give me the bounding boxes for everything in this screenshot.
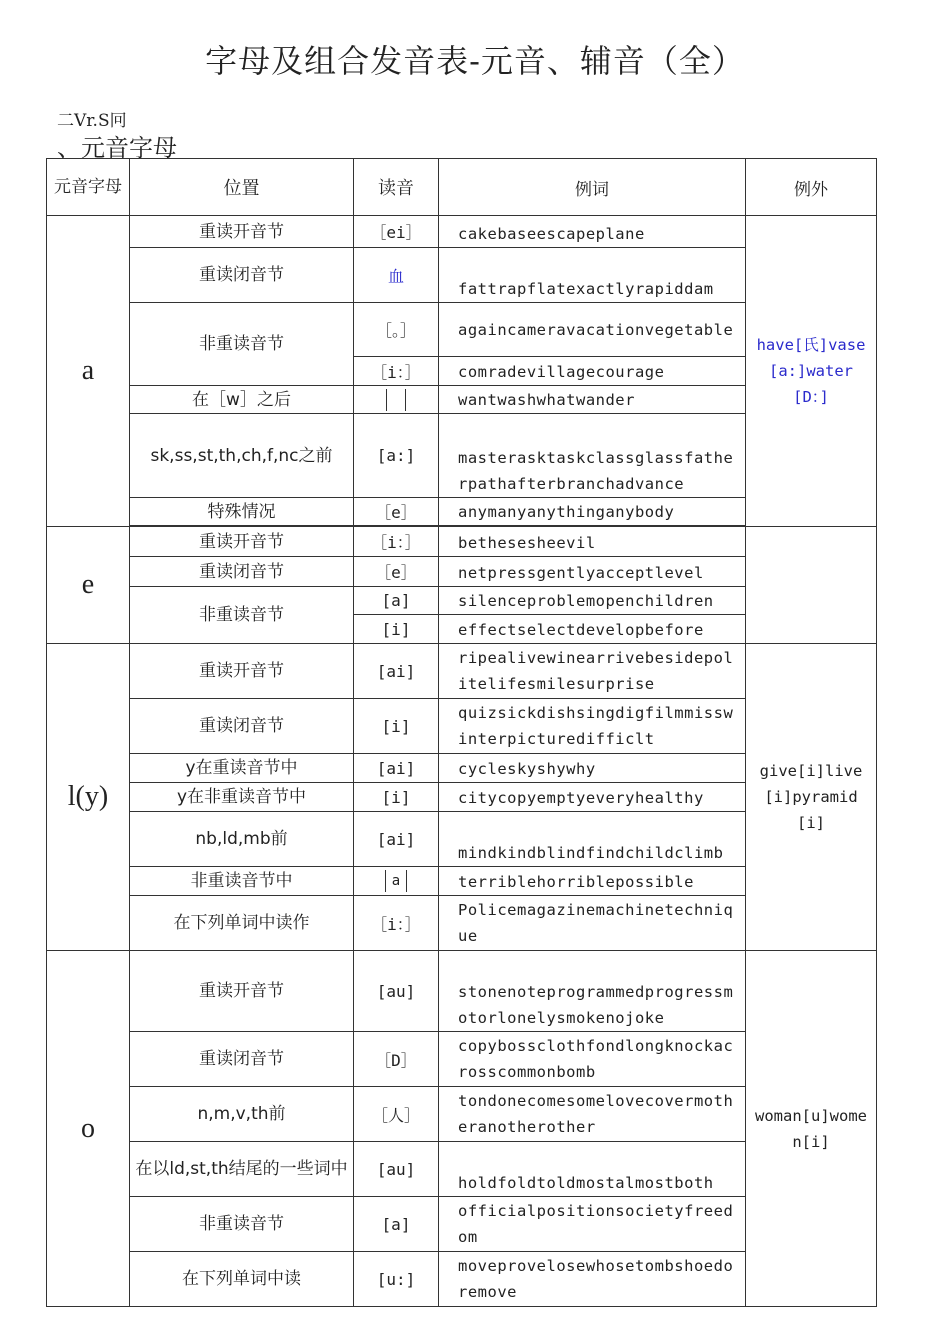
position-cell: y在重读音节中 bbox=[130, 754, 354, 783]
sound-cell: [ai] bbox=[354, 812, 439, 867]
examples-cell: ripealivewinearrivebesidepolitelifesmilesurprise bbox=[439, 644, 746, 699]
letter-cell: a bbox=[47, 216, 130, 527]
examples-cell: stonenoteprogrammedprogressmotorlonelysmokenojoke bbox=[439, 951, 746, 1032]
position-cell: nb,ld,mb前 bbox=[130, 812, 354, 867]
sound-cell: [i] bbox=[354, 783, 439, 812]
page-title: 字母及组合发音表-元音、辅音（全） bbox=[205, 42, 745, 80]
examples-cell: citycopyemptyeveryhealthy bbox=[439, 783, 746, 812]
empty-sound-bracket bbox=[386, 389, 406, 411]
table-row bbox=[47, 216, 877, 248]
examples-cell: masterasktaskclassglassfatherpathafterbranchadvance bbox=[439, 414, 746, 498]
section-heading: 、元音字母 bbox=[57, 134, 177, 162]
sound-cell: [i] bbox=[354, 615, 439, 644]
sound-cell: ［人］ bbox=[354, 1087, 439, 1142]
position-cell: sk,ss,st,th,ch,f,nc之前 bbox=[130, 414, 354, 498]
position-cell: 在以ld,st,th结尾的一些词中 bbox=[130, 1142, 354, 1197]
position-cell: 非重读音节 bbox=[130, 587, 354, 644]
position-cell: n,m,v,th前 bbox=[130, 1087, 354, 1142]
position-cell: 重读闭音节 bbox=[130, 699, 354, 754]
examples-cell: officialpositionsocietyfreedom bbox=[439, 1197, 746, 1252]
header-exceptions: 例外 bbox=[746, 159, 877, 216]
table-header-row bbox=[47, 159, 877, 216]
sound-cell: [a] bbox=[354, 587, 439, 615]
examples-cell: againcameravacationvegetable bbox=[439, 303, 746, 357]
position-cell: 非重读音节中 bbox=[130, 867, 354, 896]
position-cell: 重读开音节 bbox=[130, 951, 354, 1032]
sound-bracket-a: a bbox=[385, 870, 407, 892]
sound-cell: [au] bbox=[354, 951, 439, 1032]
position-cell: 重读开音节 bbox=[130, 644, 354, 699]
position-cell: 特殊情况 bbox=[130, 498, 354, 526]
examples-cell: quizsickdishsingdigfilmmisswinterpicturedifficlt bbox=[439, 699, 746, 754]
subtitle-line1: 二Vr.S冋 bbox=[57, 111, 127, 131]
exception-cell bbox=[746, 527, 877, 644]
position-cell: 重读闭音节 bbox=[130, 248, 354, 303]
examples-cell: fattrapflatexactlyrapiddam bbox=[439, 248, 746, 303]
sound-cell: ［e］ bbox=[354, 498, 439, 526]
examples-cell: cycleskyshywhy bbox=[439, 754, 746, 783]
letter-cell: o bbox=[47, 951, 130, 1307]
position-cell: y在非重读音节中 bbox=[130, 783, 354, 812]
sound-cell: [au] bbox=[354, 1142, 439, 1197]
sound-cell: ［D］ bbox=[354, 1032, 439, 1087]
header-position: 位置 bbox=[130, 159, 354, 216]
examples-cell: copybossclothfondlongknockacrosscommonbomb bbox=[439, 1032, 746, 1087]
sound-cell: ［ei］ bbox=[354, 216, 439, 248]
examples-cell: tondonecomesomelovecovermotheranotherother bbox=[439, 1087, 746, 1142]
sound-cell: [ai] bbox=[354, 754, 439, 783]
examples-cell: silenceproblemopenchildren bbox=[439, 587, 746, 615]
vowel-table bbox=[46, 158, 877, 1307]
sound-cell: [i] bbox=[354, 699, 439, 754]
position-cell: 在下列单词中读 bbox=[130, 1252, 354, 1307]
letter-cell: l(y) bbox=[47, 644, 130, 951]
sound-cell: ［e］ bbox=[354, 557, 439, 587]
examples-cell: netpressgentlyacceptlevel bbox=[439, 557, 746, 587]
examples-cell: Policemagazinemachinetechnique bbox=[439, 896, 746, 951]
sound-cell: [ai] bbox=[354, 644, 439, 699]
table-row bbox=[47, 644, 877, 699]
sound-cell: [u:] bbox=[354, 1252, 439, 1307]
position-cell: 在下列单词中读作 bbox=[130, 896, 354, 951]
examples-cell: holdfoldtoldmostalmostboth bbox=[439, 1142, 746, 1197]
position-cell: 重读开音节 bbox=[130, 216, 354, 248]
sound-cell: [a] bbox=[354, 1197, 439, 1252]
header-examples: 例词 bbox=[439, 159, 746, 216]
letter-cell: e bbox=[47, 527, 130, 644]
examples-cell: mindkindblindfindchildclimb bbox=[439, 812, 746, 867]
position-cell: 非重读音节 bbox=[130, 303, 354, 386]
position-cell: 在［w］之后 bbox=[130, 386, 354, 414]
examples-cell: cakebaseescapeplane bbox=[439, 216, 746, 248]
sound-cell: [a:] bbox=[354, 414, 439, 498]
table-row bbox=[47, 527, 877, 557]
position-cell: 重读闭音节 bbox=[130, 557, 354, 587]
position-cell: 重读开音节 bbox=[130, 527, 354, 557]
examples-cell: effectselectdevelopbefore bbox=[439, 615, 746, 644]
sound-cell bbox=[354, 386, 439, 414]
position-cell: 非重读音节 bbox=[130, 1197, 354, 1252]
exception-cell: woman[u]women[i] bbox=[746, 951, 877, 1307]
examples-cell: comradevillagecourage bbox=[439, 357, 746, 386]
sound-cell: 血 bbox=[354, 248, 439, 303]
examples-cell: moveprovelosewhosetombshoedoremove bbox=[439, 1252, 746, 1307]
sound-cell bbox=[354, 867, 439, 896]
examples-cell: bethesesheevil bbox=[439, 527, 746, 557]
exception-cell: give[i]live[i]pyramid[i] bbox=[746, 644, 877, 951]
header-letter: 元音字母 bbox=[47, 159, 130, 216]
examples-cell: wantwashwhatwander bbox=[439, 386, 746, 414]
examples-cell: terriblehorriblepossible bbox=[439, 867, 746, 896]
examples-cell: anymanyanythinganybody bbox=[439, 498, 746, 526]
table-row bbox=[47, 951, 877, 1032]
position-cell: 重读闭音节 bbox=[130, 1032, 354, 1087]
exception-cell: have[氏]vase[a:]water[D：] bbox=[746, 216, 877, 527]
sound-cell: ［i：］ bbox=[354, 527, 439, 557]
sound-cell: ［i：］ bbox=[354, 357, 439, 386]
sound-cell: ［i：］ bbox=[354, 896, 439, 951]
sound-cell: ［。］ bbox=[354, 303, 439, 357]
header-sound: 读音 bbox=[354, 159, 439, 216]
